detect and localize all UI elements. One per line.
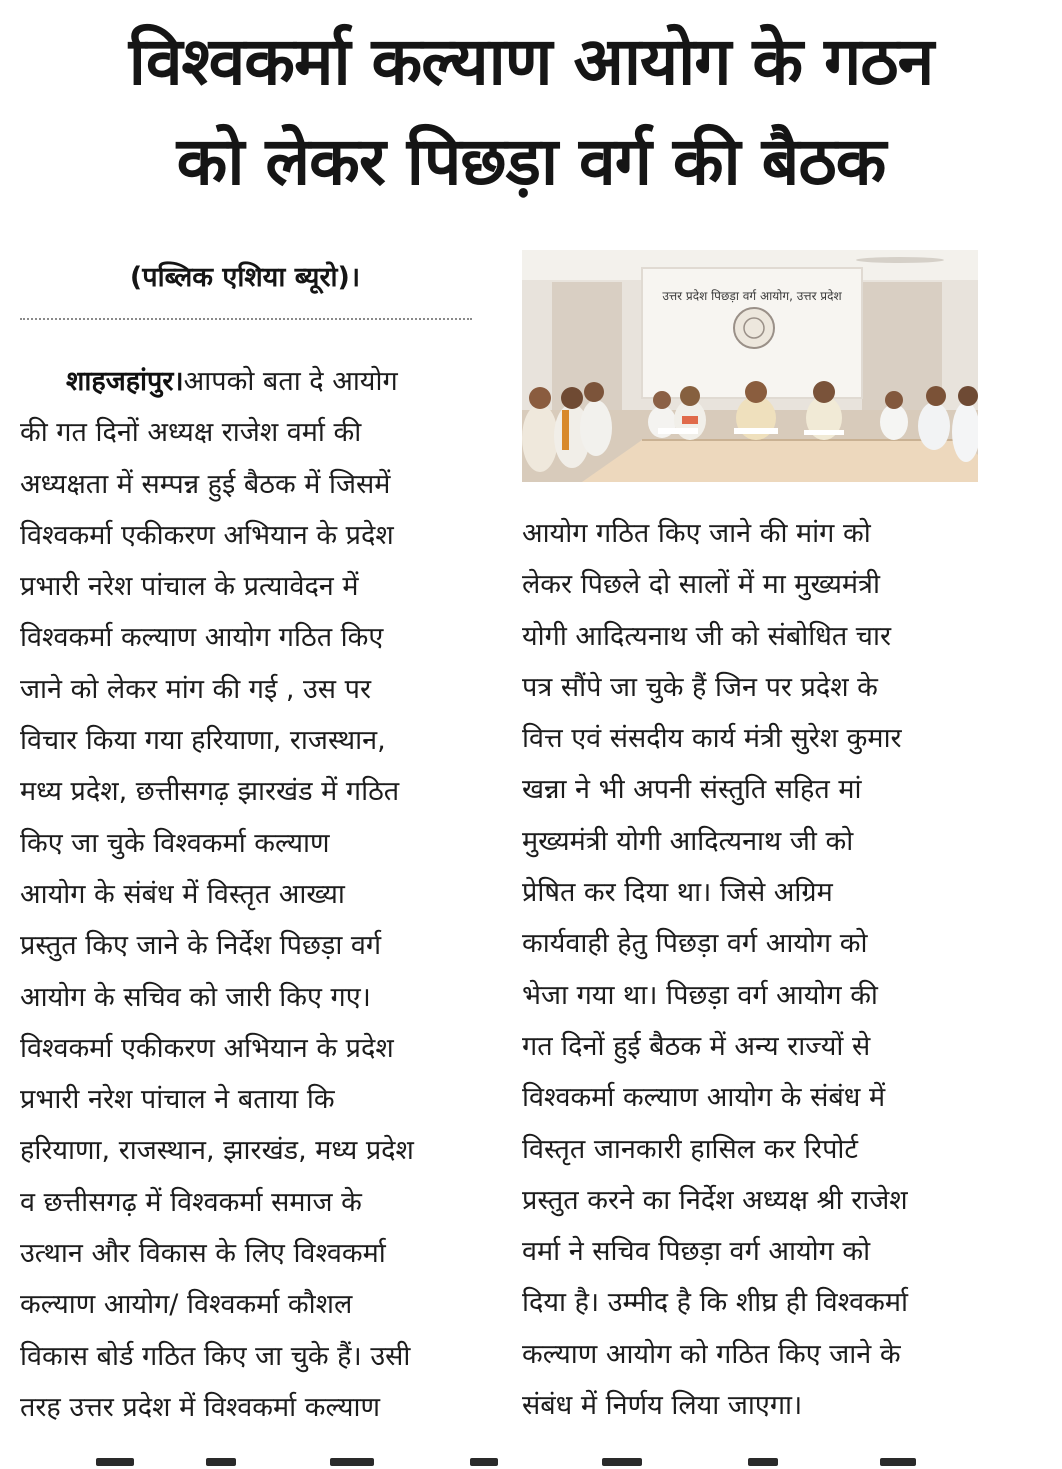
- text-line: व छत्तीसगढ़ में विश्वकर्मा समाज के: [20, 1186, 362, 1218]
- text-line: पत्र सौंपे जा चुके हैं जिन पर प्रदेश के: [522, 671, 878, 703]
- text-line: विश्वकर्मा एकीकरण अभियान के प्रदेश: [20, 1032, 394, 1064]
- text-line: प्रभारी नरेश पांचाल के प्रत्यावेदन में: [20, 571, 359, 603]
- emblem-icon: [734, 308, 774, 348]
- text-line: की गत दिनों अध्यक्ष राजेश वर्मा की: [20, 417, 362, 449]
- meeting-photo: [522, 250, 978, 482]
- text-line: वित्त एवं संसदीय कार्य मंत्री सुरेश कुमार: [522, 723, 902, 755]
- byline: (पब्लिक एशिया ब्यूरो)।: [129, 262, 361, 293]
- text-line: जाने को लेकर मांग की गई , उस पर: [20, 673, 372, 705]
- text-line: अध्यक्षता में सम्पन्न हुई बैठक में जिसमें: [20, 468, 391, 500]
- text-line: प्रस्तुत करने का निर्देश अध्यक्ष श्री राजेश: [522, 1184, 908, 1216]
- text-line: संबंध में निर्णय लिया जाएगा।: [522, 1390, 803, 1422]
- text-line: विश्वकर्मा एकीकरण अभियान के प्रदेश: [20, 519, 394, 551]
- text-line: वर्मा ने सचिव पिछड़ा वर्ग आयोग को: [522, 1236, 871, 1268]
- text-line: [20, 356, 472, 407]
- headline-line-2: को लेकर पिछड़ा वर्ग की बैठक: [176, 123, 886, 200]
- article-right-column: [522, 508, 978, 1431]
- text-line: किए जा चुके विश्वकर्मा कल्याण: [20, 827, 330, 859]
- text-line: प्रभारी नरेश पांचाल ने बताया कि: [20, 1084, 335, 1116]
- text-line: विस्तृत जानकारी हासिल कर रिपोर्ट: [522, 1133, 859, 1165]
- text-line: मुख्यमंत्री योगी आदित्यनाथ जी को: [522, 825, 854, 857]
- text-line: विकास बोर्ड गठित किए जा चुके हैं। उसी: [20, 1340, 411, 1372]
- text-line: कल्याण आयोग को गठित किए जाने के: [522, 1338, 901, 1370]
- photo-banner-text: उत्तर प्रदेश पिछड़ा वर्ग आयोग, उत्तर प्रदेश: [662, 289, 842, 303]
- text-line: लेकर पिछले दो सालों में मा मुख्यमंत्री: [522, 569, 880, 601]
- dateline: शाहजहांपुर।: [66, 366, 184, 397]
- meeting-photo-graphic: [522, 250, 978, 482]
- text-line: मध्य प्रदेश, छत्तीसगढ़ झारखंड में गठित: [20, 776, 400, 808]
- cropped-next-article-edge: [0, 1452, 1062, 1469]
- text-line: भेजा गया था। पिछड़ा वर्ग आयोग की: [522, 979, 878, 1011]
- text-line: उत्थान और विकास के लिए विश्वकर्मा: [20, 1238, 386, 1270]
- text-line: कार्यवाही हेतु पिछड़ा वर्ग आयोग को: [522, 928, 868, 960]
- headline: [14, 12, 1048, 212]
- dotted-divider: [20, 318, 472, 320]
- text-line: विचार किया गया हरियाणा, राजस्थान,: [20, 725, 386, 757]
- text-line: गत दिनों हुई बैठक में अन्य राज्यों से: [522, 1030, 871, 1062]
- text-line: प्रेषित कर दिया था। जिसे अग्रिम: [522, 877, 833, 909]
- text-line-content: आपको बता दे आयोग: [183, 366, 398, 397]
- text-line: तरह उत्तर प्रदेश में विश्वकर्मा कल्याण: [20, 1391, 380, 1423]
- text-line: विश्वकर्मा कल्याण आयोग गठित किए: [20, 622, 384, 654]
- text-line: विश्वकर्मा कल्याण आयोग के संबंध में: [522, 1082, 886, 1114]
- text-line: दिया है। उम्मीद है कि शीघ्र ही विश्वकर्मा: [522, 1287, 909, 1319]
- text-line: कल्याण आयोग/ विश्वकर्मा कौशल: [20, 1289, 353, 1321]
- headline-line-1: विश्वकर्मा कल्याण आयोग के गठन: [128, 23, 934, 100]
- text-line: आयोग गठित किए जाने की मांग को: [522, 518, 871, 549]
- article-left-column: [20, 356, 472, 1433]
- text-line: खन्ना ने भी अपनी संस्तुति सहित मां: [522, 774, 862, 806]
- text-line: आयोग के सचिव को जारी किए गए।: [20, 981, 371, 1013]
- text-line: प्रस्तुत किए जाने के निर्देश पिछड़ा वर्ग: [20, 930, 382, 962]
- text-line: योगी आदित्यनाथ जी को संबोधित चार: [522, 620, 891, 652]
- text-line: आयोग के संबंध में विस्तृत आख्या: [20, 878, 345, 910]
- text-line: हरियाणा, राजस्थान, झारखंड, मध्य प्रदेश: [20, 1135, 414, 1167]
